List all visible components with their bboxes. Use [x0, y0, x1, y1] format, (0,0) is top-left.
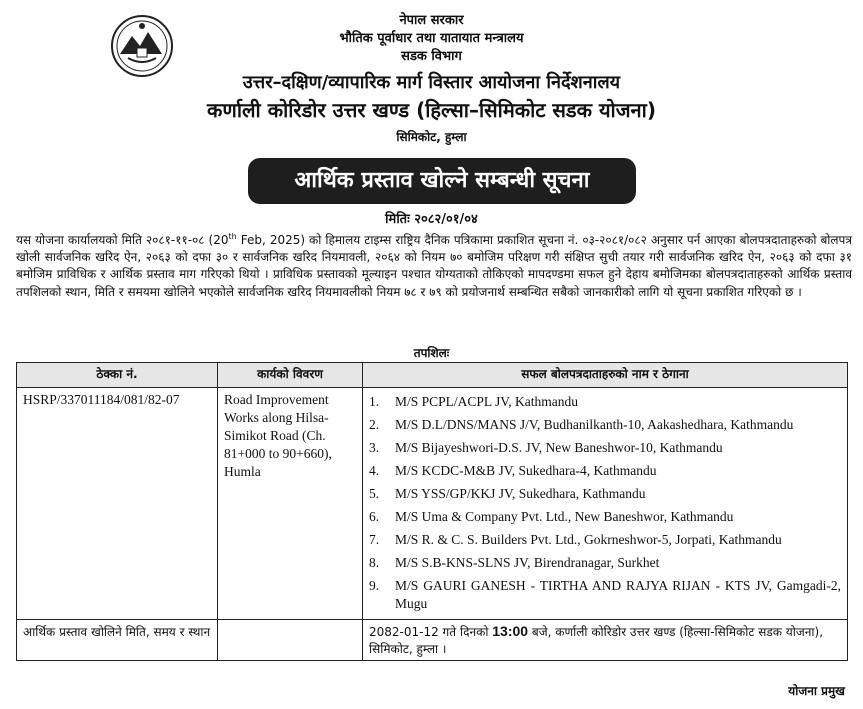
bidder-number: 8.	[369, 555, 380, 570]
header-government: नेपाल सरकार	[399, 13, 464, 28]
list-item	[369, 414, 841, 437]
bidder-number: 9.	[369, 578, 380, 593]
list-item	[369, 506, 841, 529]
header-bidders: सफल बोलपत्रदाताहरुको नाम र ठेगाना	[363, 363, 848, 388]
notice-date: मितिः २०८२/०१/०४	[385, 212, 478, 227]
details-title: तपशिलः	[413, 346, 450, 360]
header-ministry: भौतिक पूर्वाधार तथा यातायात मन्त्रालय	[339, 31, 524, 46]
bidder-number: 6.	[369, 509, 380, 524]
header-department: सडक विभाग	[401, 49, 462, 64]
bidder-name: M/S KCDC-M&B JV, Sukedhara-4, Kathmandu	[395, 463, 657, 478]
header-location: सिमिकोट, हुम्ला	[396, 130, 467, 144]
notice-title-banner: आर्थिक प्रस्ताव खोल्ने सम्बन्धी सूचना	[248, 158, 636, 204]
bidder-number: 4.	[369, 463, 380, 478]
header-work-description: कार्यको विवरण	[218, 363, 363, 388]
bidder-name: M/S D.L/DNS/MANS J/V, Budhanilkanth-10, Aakashedhara, Kathmandu	[395, 417, 794, 432]
bidder-name: M/S S.B-KNS-SLNS JV, Birendranagar, Surkhet	[395, 555, 660, 570]
bidder-name: M/S R. & C. S. Builders Pvt. Ltd., Gokrneshwor-5, Jorpati, Kathmandu	[395, 532, 782, 547]
list-item	[369, 391, 841, 414]
table-header-row	[17, 363, 848, 388]
list-item	[369, 529, 841, 552]
bidder-number: 1.	[369, 394, 380, 409]
table-row	[17, 620, 848, 661]
opening-details	[363, 620, 848, 661]
notice-body-part2: Feb, 2025) को हिमालय टाइम्स राष्ट्रिय दैनिक पत्रिकामा प्रकाशित सूचना नं. ०३-२०८१/०८२ अनुसार पर्न आएका बोलपत्रदाताहरुको बोलपत्र खोली सार्वजनिक खरिद ऐन, २०६३ को दफा ३० र सार्वजनिक खरिद नियमावली, २०६४ को नियम ७० बमोजिम परिक्षण गरी संक्षिप्त सुची तयार गरी सार्वजनिक खरिद ऐन, २०६३ को दफा ३१ बमोजिम प्राविधिक र आर्थिक प्रस्ताव माग गरिएको थियो । प्राविधिक प्रस्तावको मूल्याइन पश्चात योग्यताको तोकिएको मापदण्डमा सफल हुने देहाय बमोजिमका बोलपत्रदाताहरुको आर्थिक प्रस्ताव तपशिलको स्थान, मिति र समयमा खोलिने भएकोले सार्वजनिक खरिद नियमावलीको नियम ७८ र ७९ को प्रयोजनार्थ सम्बन्धित सबैको जानकारीको लागि यो सूचना प्रकाशित गरिएको छ ।	[16, 233, 852, 299]
notice-body-sup: th	[228, 232, 237, 241]
bidder-list	[369, 391, 841, 616]
bidder-number: 7.	[369, 532, 380, 547]
bidder-name: M/S GAURI GANESH - TIRTHA AND RAJYA RIJAN - KTS JV, Gamgadi-2, Mugu	[395, 578, 841, 611]
header-directorate: उत्तर–दक्षिण/व्यापारिक मार्ग विस्तार आयोजना निर्देशनालय	[242, 72, 621, 93]
opening-time: 13:00	[492, 623, 529, 639]
header-project: कर्णाली कोरिडोर उत्तर खण्ड (हिल्सा–सिमिकोट सडक योजना)	[207, 98, 656, 122]
opening-empty-cell	[218, 620, 363, 661]
list-item	[369, 483, 841, 506]
bidder-name: M/S Uma & Company Pvt. Ltd., New Baneshwor, Kathmandu	[395, 509, 734, 524]
bidder-name: M/S YSS/GP/KKJ JV, Sukedhara, Kathmandu	[395, 486, 646, 501]
header-contract-no: ठेक्का नं.	[17, 363, 218, 388]
opening-date: 2082-01-12 गते दिनको	[369, 625, 493, 639]
notice-body	[16, 228, 852, 301]
list-item	[369, 437, 841, 460]
work-description: Road Improvement Works along Hilsa-Simikot Road (Ch. 81+000 to 90+660), Humla	[218, 388, 363, 620]
bidder-number: 3.	[369, 440, 380, 455]
opening-place: बजे, कर्णाली कोरिडोर उत्तर खण्ड (हिल्सा-सिमिकोट सडक योजना), सिमिकोट, हुम्ला ।	[369, 625, 824, 656]
contract-number: HSRP/337011184/081/82-07	[17, 388, 218, 620]
list-item	[369, 575, 841, 616]
bidder-name: M/S PCPL/ACPL JV, Kathmandu	[395, 394, 579, 409]
list-item	[369, 460, 841, 483]
bidder-number: 5.	[369, 486, 380, 501]
bidder-number: 2.	[369, 417, 380, 432]
list-item	[369, 552, 841, 575]
bidder-name: M/S Bijayeshwori-D.S. JV, New Baneshwor-10, Kathmandu	[395, 440, 723, 455]
signature-title: योजना प्रमुख	[788, 684, 845, 698]
table-row	[17, 388, 848, 620]
opening-label: आर्थिक प्रस्ताव खोलिने मिति, समय र स्थान	[17, 620, 218, 661]
notice-body-part1: यस योजना कार्यालयको मिति २०८१-११-०८ (20	[16, 233, 229, 247]
bidder-list-cell	[363, 388, 848, 620]
bid-table	[16, 362, 848, 661]
